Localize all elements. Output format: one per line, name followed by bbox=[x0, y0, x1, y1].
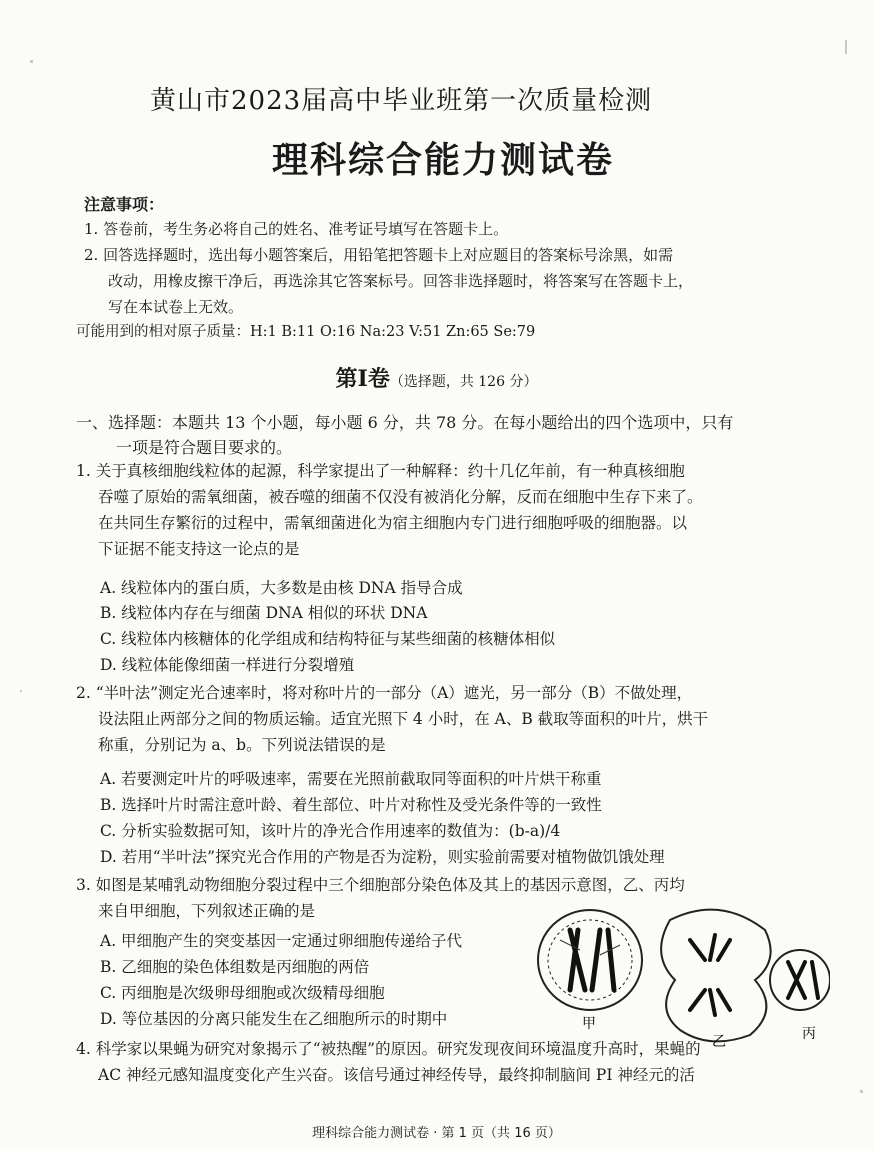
scan-speck bbox=[20, 690, 22, 692]
scan-speck bbox=[845, 40, 847, 54]
notes-heading: 注意事项： bbox=[84, 195, 165, 214]
question-2-option-d: D. 若用“半叶法”探究光合作用的产物是否为淀粉，则实验前需要对植物做饥饿处理 bbox=[100, 848, 665, 866]
question-4-line-1: 4. 科学家以果蝇为研究对象揭示了“被热醒”的原因。研究发现夜间环境温度升高时，果蝇的 bbox=[76, 1040, 701, 1058]
question-1-option-d: D. 线粒体能像细菌一样进行分裂增殖 bbox=[100, 656, 355, 674]
question-1-line-4: 下证据不能支持这一论点的是 bbox=[98, 540, 300, 558]
question-2-option-a: A. 若要测定叶片的呼吸速率，需要在光照前截取同等面积的叶片烘干称重 bbox=[100, 770, 602, 788]
cell-bing bbox=[770, 950, 830, 1010]
question-4-line-2: AC 神经元感知温度变化产生兴奋。该信号通过神经传导，最终抑制脑间 PI 神经元的活 bbox=[98, 1066, 695, 1084]
question-2-line-3: 称重，分别记为 a、b。下列说法错误的是 bbox=[98, 736, 386, 754]
label-bing: 丙 bbox=[802, 1026, 816, 1042]
question-3-option-d: D. 等位基因的分离只能发生在乙细胞所示的时期中 bbox=[100, 1010, 448, 1028]
question-2-option-c: C. 分析实验数据可知，该叶片的净光合作用速率的数值为：(b-a)/4 bbox=[100, 822, 561, 840]
question-1-line-3: 在共同生存繁衍的过程中，需氧细菌进化为宿主细胞内专门进行细胞呼吸的细胞器。以 bbox=[98, 514, 688, 532]
cell-division-figure bbox=[530, 900, 830, 1050]
volume-title bbox=[0, 362, 873, 393]
question-1-line-1: 1. 关于真核细胞线粒体的起源，科学家提出了一种解释：约十几亿年前，有一种真核细胞 bbox=[76, 462, 685, 480]
question-3-option-c: C. 丙细胞是次级卵母细胞或次级精母细胞 bbox=[100, 984, 385, 1002]
question-2 bbox=[76, 680, 801, 758]
atomic-masses: 可能用到的相对原子质量：H:1 B:11 O:16 Na:23 V:51 Zn:65 Se:79 bbox=[76, 324, 536, 340]
note-item-2-cont: 改动，用橡皮擦干净后，再选涂其它答案标号。回答非选择题时，将答案写在答题卡上， bbox=[108, 272, 694, 290]
scan-speck bbox=[860, 1090, 863, 1093]
exam-title: 黄山市2023届高中毕业班第一次质量检测 bbox=[150, 86, 653, 116]
label-yi: 乙 bbox=[712, 1034, 726, 1050]
question-2-option-b: B. 选择叶片时需注意叶龄、着生部位、叶片对称性及受光条件等的一致性 bbox=[100, 796, 602, 814]
volume-note: （选择题，共 126 分） bbox=[389, 374, 538, 390]
cell-jia bbox=[538, 910, 642, 1010]
question-1-option-c: C. 线粒体内核糖体的化学组成和结构特征与某些细菌的核糖体相似 bbox=[100, 630, 556, 648]
question-2-line-1: 2. “半叶法”测定光合速率时，将对称叶片的一部分（A）遮光，另一部分（B）不做处理， bbox=[76, 684, 693, 702]
note-item-1: 1. 答卷前，考生务必将自己的姓名、准考证号填写在答题卡上。 bbox=[84, 220, 509, 238]
question-3-line-1: 3. 如图是某哺乳动物细胞分裂过程中三个细胞部分染色体及其上的基因示意图，乙、丙均 bbox=[76, 876, 685, 894]
note-item-2-end: 写在本试卷上无效。 bbox=[108, 298, 244, 316]
question-1 bbox=[76, 458, 801, 562]
question-1-option-b: B. 线粒体内存在与细菌 DNA 相似的环状 DNA bbox=[100, 604, 428, 622]
exam-subtitle: 理科综合能力测试卷 bbox=[272, 140, 615, 181]
question-1-option-a: A. 线粒体内的蛋白质，大多数是由核 DNA 指导合成 bbox=[100, 579, 463, 597]
question-3-line-2: 来自甲细胞，下列叙述正确的是 bbox=[98, 902, 316, 920]
cell-yi bbox=[661, 910, 771, 1042]
question-4 bbox=[76, 1036, 801, 1088]
scan-speck bbox=[30, 60, 33, 63]
question-2-line-2: 设法阻止两部分之间的物质运输。适宜光照下 4 小时，在 A、B 截取等面积的叶片，烘干 bbox=[98, 710, 709, 728]
section-instructions bbox=[76, 410, 806, 460]
label-jia: 甲 bbox=[582, 1016, 596, 1032]
page-footer: 理科综合能力测试卷 · 第 1 页（共 16 页） bbox=[312, 1126, 561, 1141]
volume-name: 第Ⅰ卷 bbox=[335, 366, 390, 392]
question-3-option-a: A. 甲细胞产生的突变基因一定通过卵细胞传递给子代 bbox=[100, 932, 463, 950]
section-line-1: 一、选择题：本题共 13 个小题，每小题 6 分，共 78 分。在每小题给出的四个选项中，只有 bbox=[76, 413, 734, 432]
note-item-2: 2. 回答选择题时，选出每小题答案后，用铅笔把答题卡上对应题目的答案标号涂黑，如需 bbox=[84, 246, 674, 264]
question-1-line-2: 吞噬了原始的需氧细菌，被吞噬的细菌不仅没有被消化分解，反而在细胞中生存下来了。 bbox=[98, 488, 703, 506]
section-line-2: 一项是符合题目要求的。 bbox=[116, 438, 293, 457]
question-3-option-b: B. 乙细胞的染色体组数是丙细胞的两倍 bbox=[100, 958, 370, 976]
